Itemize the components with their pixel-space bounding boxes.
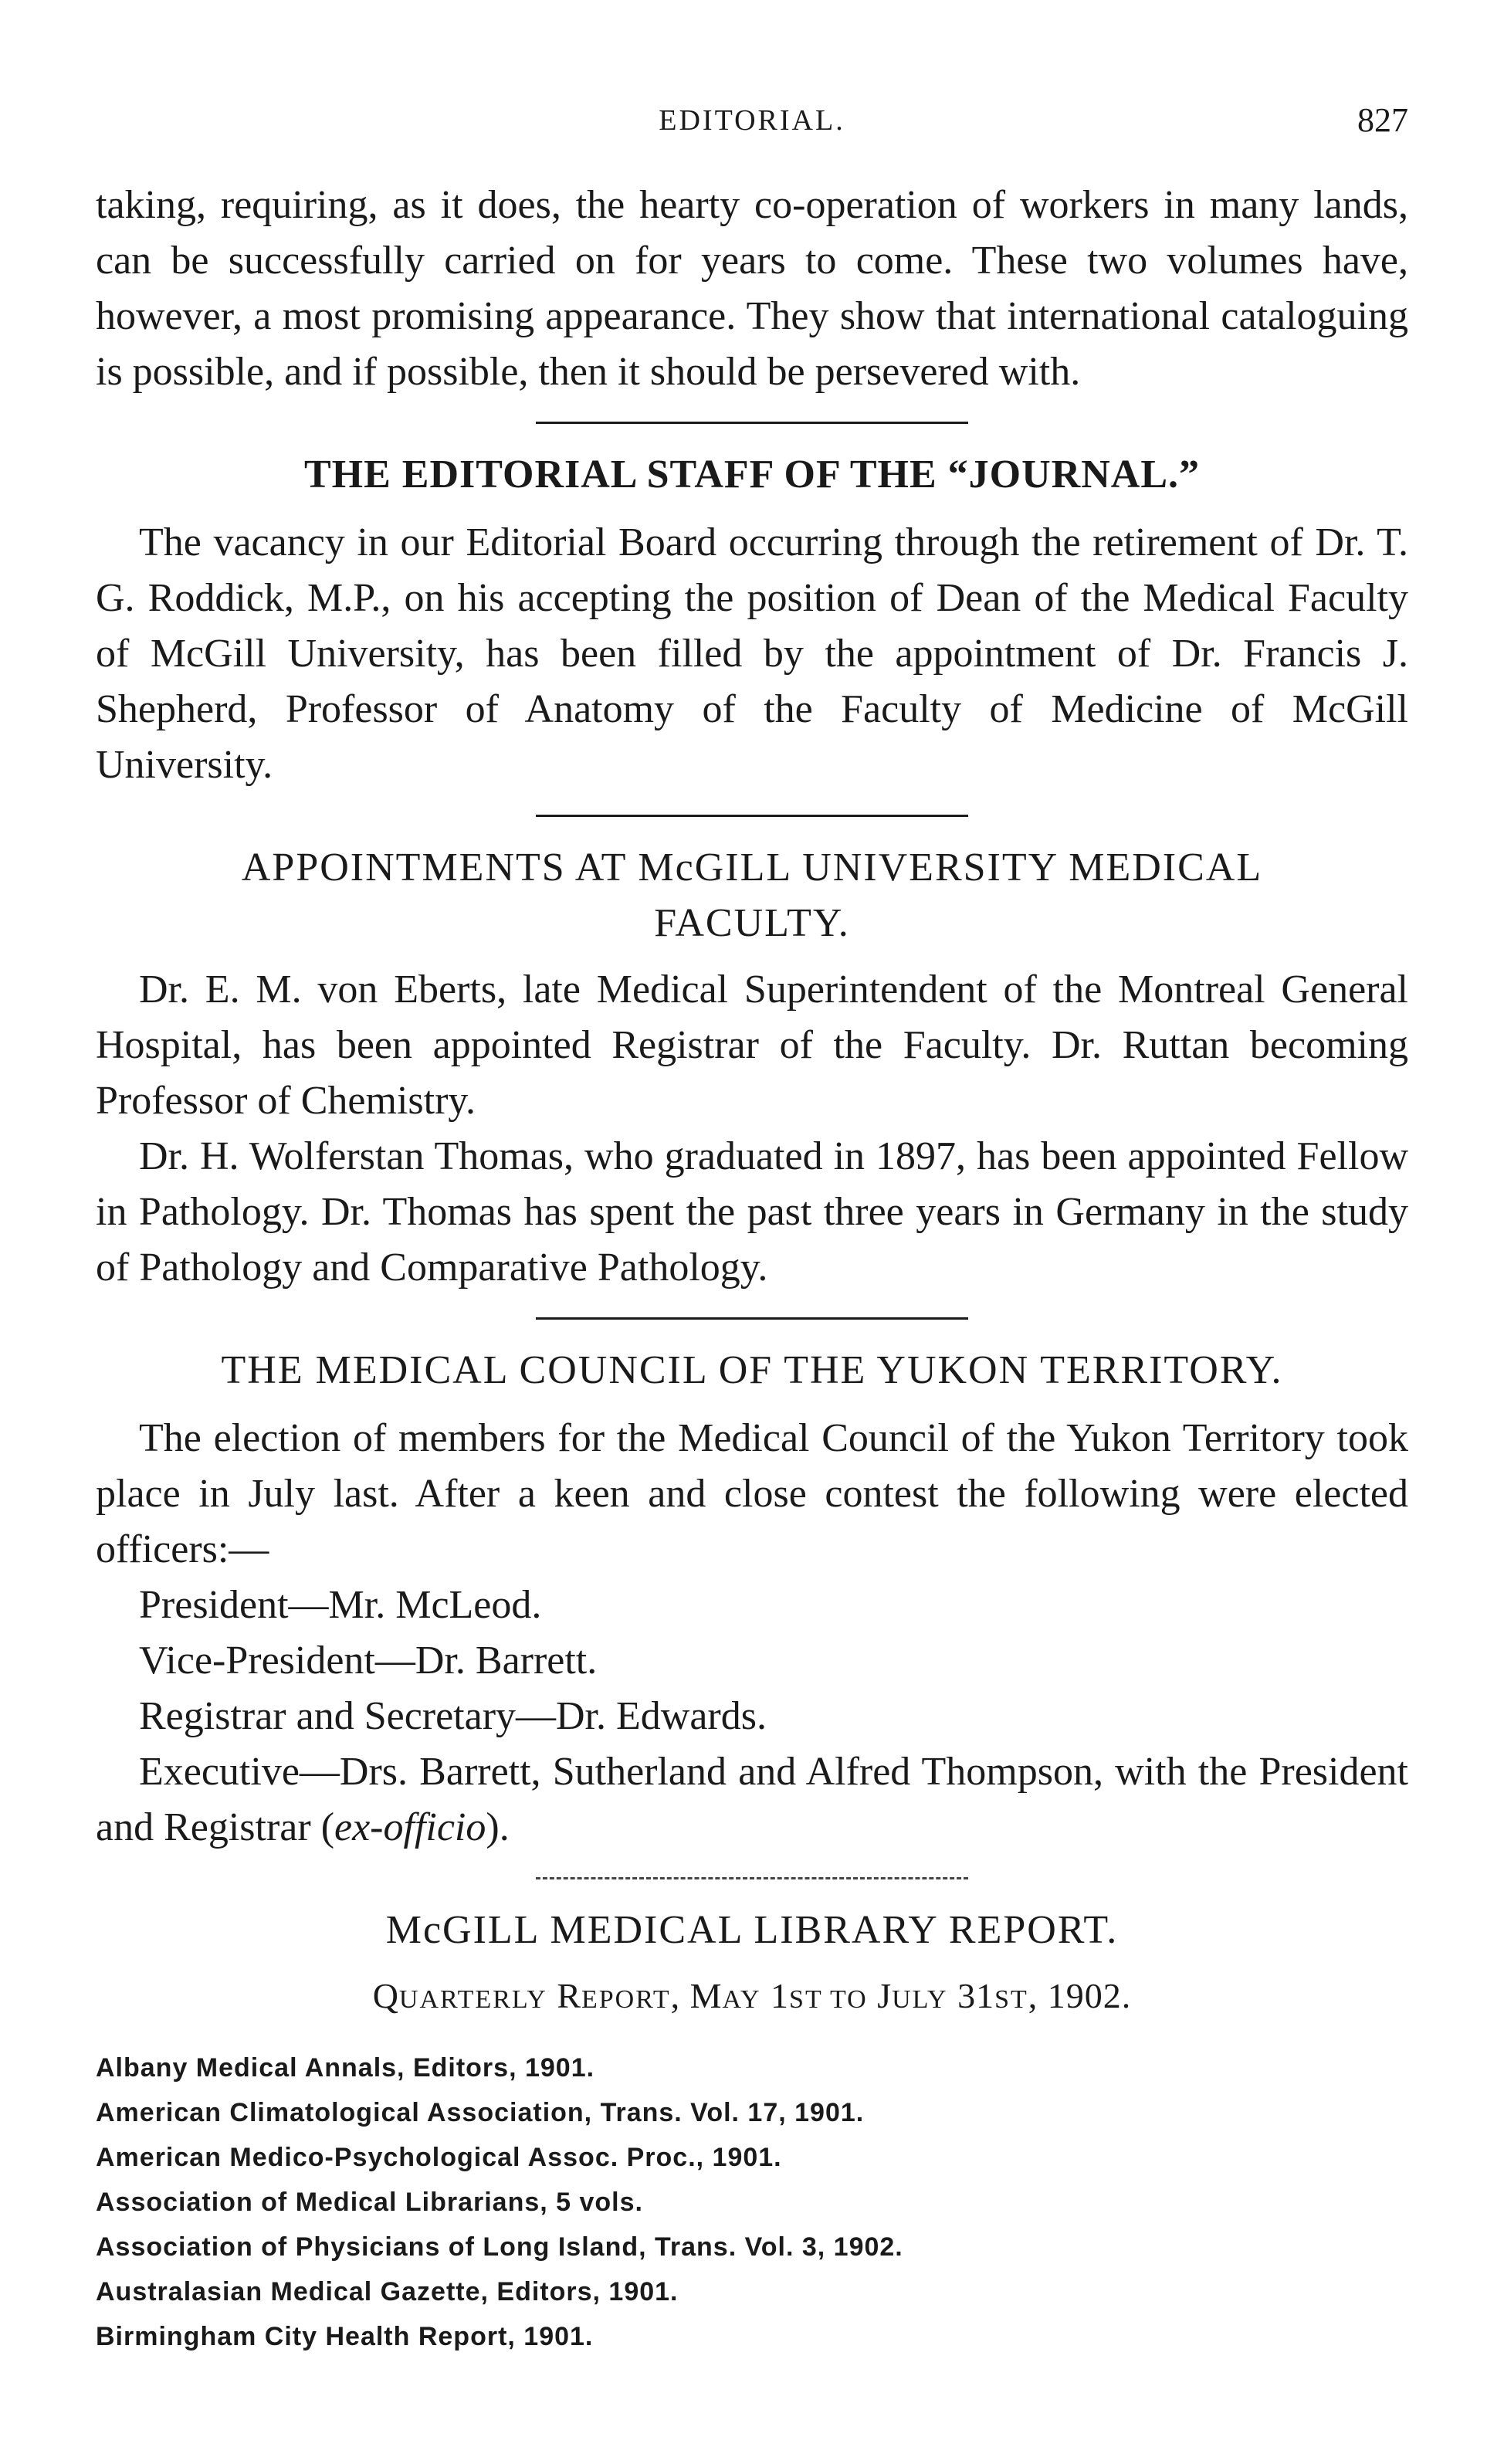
editorial-staff-paragraph: The vacancy in our Editorial Board occurring through the retirement of Dr. T. G. Roddick, M.P., on his accepting the position of Dean of the Medical Faculty of McGill University, has been filled by the appointment of Dr. Francis J. Shepherd, Professor of Anatomy of the Faculty of Medicine of McGill University. xyxy=(96,520,1408,787)
section-divider xyxy=(536,422,968,424)
library-entry: Australasian Medical Gazette, Editors, 1901. xyxy=(96,2277,679,2306)
subhead-part: TO xyxy=(822,1985,868,2014)
library-entry: American Climatological Association, Trans. Vol. 17, 1901. xyxy=(96,2098,865,2127)
library-entry: American Medico-Psychological Assoc. Proc., 1901. xyxy=(96,2143,782,2172)
library-entry: Birmingham City Health Report, 1901. xyxy=(96,2322,594,2351)
executive-end: ). xyxy=(486,1805,510,1849)
library-heading: McGILL MEDICAL LIBRARY REPORT. xyxy=(385,1908,1119,1952)
library-entry-list xyxy=(96,2045,1408,2359)
subhead-part: 31 xyxy=(947,1976,995,2015)
officer-line: Registrar and Secretary—Dr. Edwards. xyxy=(139,1694,767,1738)
subhead-part: AY xyxy=(722,1985,761,2014)
library-subheading xyxy=(96,1971,1408,2025)
library-entry: Association of Medical Librarians, 5 vols. xyxy=(96,2188,643,2217)
page-number: 827 xyxy=(1357,101,1408,139)
subhead-part: ULY xyxy=(892,1985,948,2014)
subhead-part: ST xyxy=(789,1985,823,2014)
officer-line: President—Mr. McLeod. xyxy=(139,1583,542,1627)
appointments-paragraph-1: Dr. E. M. von Eberts, late Medical Superintendent of the Montreal General Hospital, has been appointed Registrar of the Faculty. Dr. Ruttan becoming Professor of Chemistry. xyxy=(96,968,1408,1123)
section-divider xyxy=(536,1317,968,1320)
subhead-part: , M xyxy=(670,1976,723,2015)
officer-line: Vice-President—Dr. Barrett. xyxy=(139,1639,598,1683)
appointments-paragraph-2: Dr. H. Wolferstan Thomas, who graduated in 1897, has been appointed Fellow in Pathology. Dr. Thomas has spent the past three years in Germany in the study of Pathology and Comparative Pathology. xyxy=(96,1134,1408,1290)
executive-paragraph xyxy=(96,1744,1408,1856)
section-divider xyxy=(536,1877,968,1879)
subhead-part: Q xyxy=(372,1976,399,2015)
running-head xyxy=(96,100,1408,147)
running-title: EDITORIAL. xyxy=(659,104,845,137)
editorial-staff-heading: THE EDITORIAL STAFF OF THE “JOURNAL.” xyxy=(303,452,1201,497)
subhead-part: J xyxy=(867,1976,893,2015)
subhead-part: EPORT xyxy=(581,1985,671,2014)
yukon-intro-paragraph: The election of members for the Medical Council of the Yukon Territory took place in July last. After a keen and close contest the following were elected officers:— xyxy=(96,1416,1408,1571)
library-entry: Association of Physicians of Long Island, Trans. Vol. 3, 1902. xyxy=(96,2232,903,2262)
subhead-part: ST xyxy=(994,1985,1028,2014)
appointments-heading xyxy=(96,840,1408,951)
subhead-part: , 1902. xyxy=(1028,1976,1132,2015)
executive-text: Executive—Drs. Barrett, Sutherland and Alfred Thompson, with the President and Registrar ( xyxy=(96,1750,1408,1849)
appointments-heading-line1: APPOINTMENTS AT McGILL UNIVERSITY MEDICAL xyxy=(241,846,1263,890)
document-page xyxy=(96,100,1408,2359)
yukon-heading: THE MEDICAL COUNCIL OF THE YUKON TERRITORY. xyxy=(221,1348,1283,1392)
section-divider xyxy=(536,815,968,817)
continuation-paragraph: taking, requiring, as it does, the hearty co-operation of workers in many lands, can be successfully carried on for years to come. These two volumes have, however, a most promising appearance. They show that international cataloguing is possible, and if possible, then it should be persevered with. xyxy=(96,183,1408,394)
subhead-part: R xyxy=(547,1976,581,2015)
appointments-heading-line2: FACULTY. xyxy=(654,901,850,945)
executive-italic: ex-officio xyxy=(334,1805,486,1849)
subhead-part: UARTERLY xyxy=(398,1985,547,2014)
library-entry: Albany Medical Annals, Editors, 1901. xyxy=(96,2053,595,2083)
subhead-part: 1 xyxy=(760,1976,790,2015)
